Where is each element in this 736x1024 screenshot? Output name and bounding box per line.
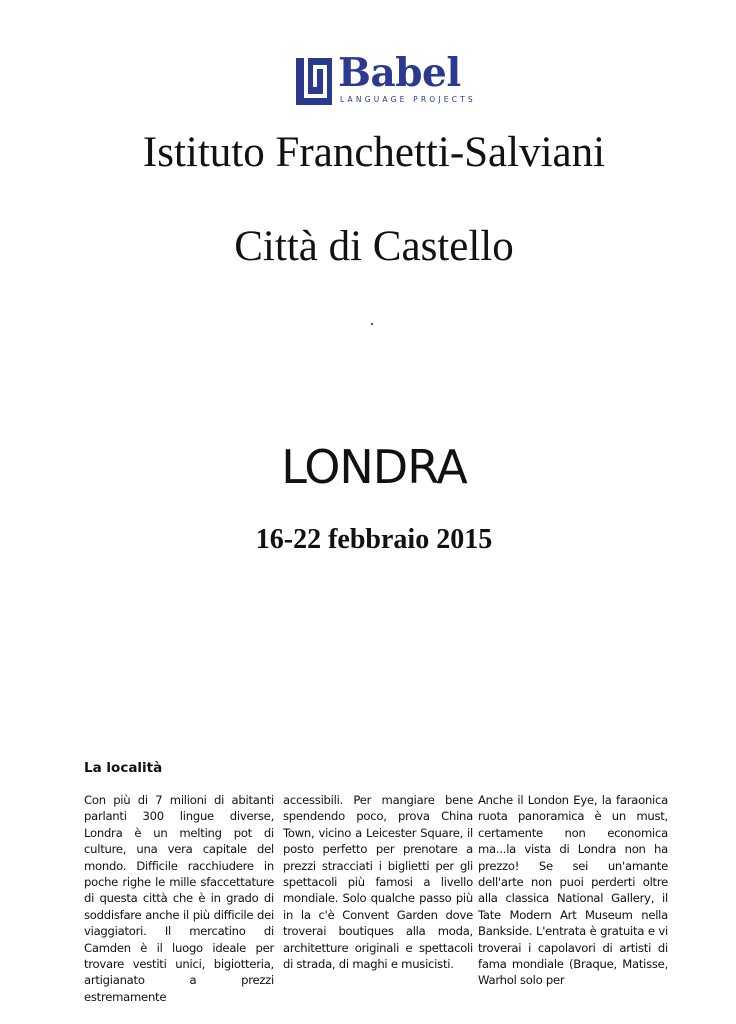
text-column-3: Anche il London Eye, la faraonica ruota panoramica è un must, certamente non economica ma...la vista di Londra non ha prezzo! Se sei un'amante dell'arte non puoi perderti oltre alla classica National Gallery, il Tate Modern Art Museum nella Bankside. L'entrata è gratuita e vi troverai i capolavori di artisti di fama mondiale (Braque, Matisse, Warhol solo per xyxy=(478,793,668,988)
babel-logo xyxy=(296,50,476,107)
babel-logo-mark-icon xyxy=(296,55,332,105)
logo-name: Babel xyxy=(338,50,461,96)
section-heading: La località xyxy=(84,760,163,776)
text-column-2: accessibili. Per mangiare bene spendendo poco, prova China Town, vicino a Leicester Square, il posto perfetto per prenotare a prezzi stracciati i biglietti per gli spettacoli più famosi a livello mondiale. Solo qualche passo più in la c'è Convent Garden dove troverai boutiques alla moda, architetture originali e spettacoli di strada, di maghi e musicisti. xyxy=(283,793,473,972)
city-title: Città di Castello xyxy=(234,223,514,270)
decorative-dot xyxy=(371,323,373,325)
trip-dates: 16-22 febbraio 2015 xyxy=(255,524,493,555)
logo-tagline: LANGUAGE PROJECTS xyxy=(340,95,476,104)
text-column-1: Con più di 7 milioni di abitanti parlanti 300 lingue diverse, Londra è un melting pot di culture, una vera capitale del mondo. Difficile racchiudere in poche righe le mille sfaccettature di questa città che è in grado di soddisfare anche il più difficile dei viaggiatori. Il mercatino di Camden è il luogo ideale per trovare vestiti unici, bigiotteria, artigianato a prezzi estremamente xyxy=(84,793,274,1004)
school-title: Istituto Franchetti-Salviani xyxy=(142,129,606,176)
destination-title: LONDRA xyxy=(281,440,467,494)
